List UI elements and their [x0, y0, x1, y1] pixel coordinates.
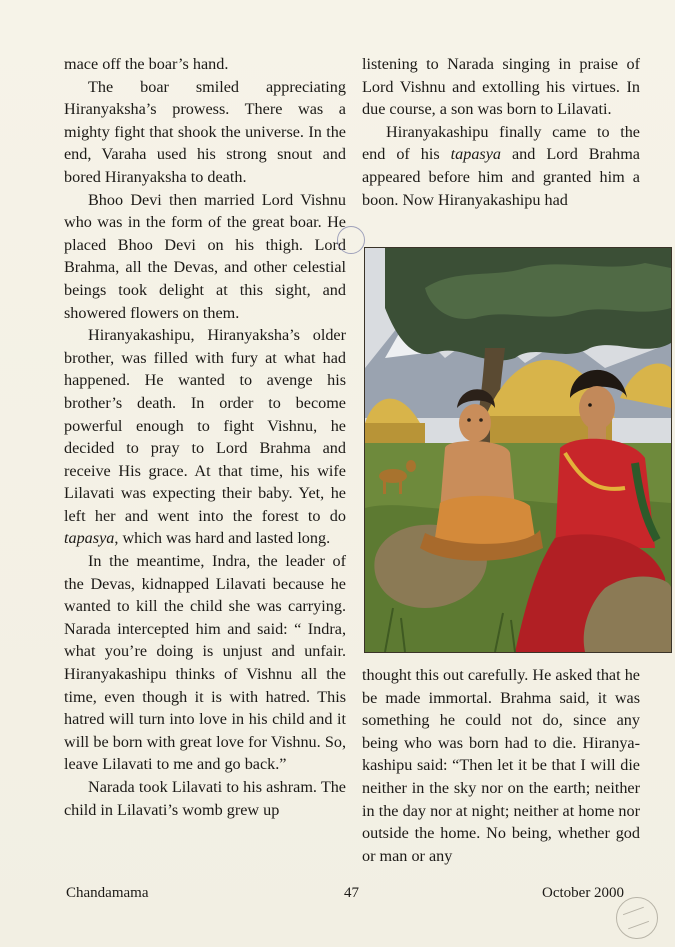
story-illustration [364, 247, 672, 653]
footer-date: October 2000 [542, 885, 625, 901]
paragraph: Narada took Lilavati to his ashram. The child in Lilavati’s womb grew up [64, 778, 346, 819]
library-stamp-icon [616, 897, 658, 939]
left-column [64, 53, 346, 821]
right-column-bottom [362, 664, 640, 867]
right-column-top [362, 53, 640, 211]
paragraph: In the meantime, Indra, the leader of the Devas, kidnapped Lilavati because he wanted to kill the child she was carrying. Narada intercepted him and said: “ Indra, what you’re doing is unjust and unfair. Hiranyakashipu thinks of Vishnu all the time, even though it is with hatred. This hatred will turn into love in his child and it will be born with great love for Vishnu. So, leave Lilavati to me and go back.” [64, 552, 346, 774]
paragraph: The boar smiled appreciating Hiranyaksha’s prowess. There was a mighty fight that shook the universe. In the end, Varaha used his strong snout and bored Hiranyaksha to death. [64, 77, 346, 186]
paragraph: Hiranyakashipu, Hiranyaksha’s older brother, was filled with fury at what had happened. He wanted to avenge his brother’s death. In order to become powerful enough to fight Vishnu, he decided to pray to Lord Brahma and receive His grace. At that time, his wife Lilavati was expecting their baby. Yet, he left her and went into the forest to do tapasya, which was hard and lasted long. [64, 326, 346, 548]
footer-magazine-name: Chandamama [66, 885, 149, 901]
paragraph: listening to Narada singing in praise of Lord Vishnu and extolling his virtues. In due course, a son was born to Lilavati. [362, 55, 640, 119]
paragraph: mace off the boar’s hand. [64, 55, 229, 73]
paragraph: Bhoo Devi then married Lord Vishnu who was in the form of the great boar. He placed Bhoo Devi on his thigh. Lord Brahma, all the Devas, and other celestial beings took delight at this sight, and showered flowers on them. [64, 190, 346, 322]
margin-mark [337, 226, 365, 254]
paragraph: thought this out carefully. He asked that he be made immortal. Brahma said, it was something he could not do, since any being who was born had to die. Hiranya- kashipu said: “Then let it be that I will die neither in the sky nor on the earth; neither in the day nor at night; neither at home nor outside the home. No being, whether god or man or any [362, 666, 640, 865]
footer-page-number: 47 [344, 885, 359, 901]
paragraph: Hiranyakashipu finally came to the end of his tapasya and Lord Brahma appeared before him and granted him a boon. Now Hiranyakashipu had [362, 122, 640, 209]
illustration-hiranyakashipu-lilavati-forest [365, 248, 671, 652]
